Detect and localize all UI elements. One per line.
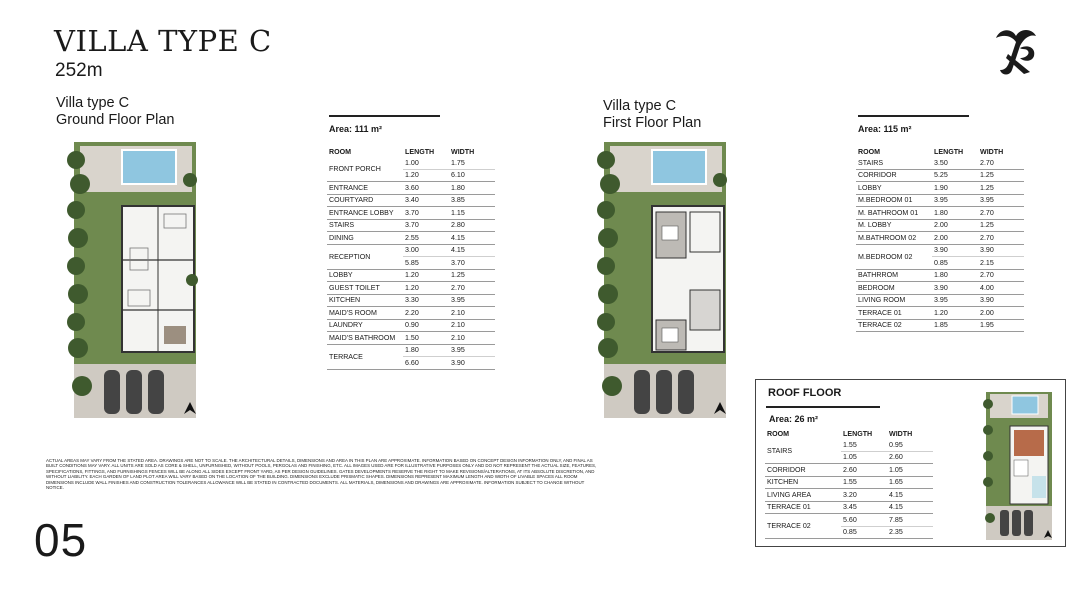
room-width: 0.95 [887,439,933,451]
room-name: RECEPTION [327,244,403,269]
room-name: DINING [327,232,403,245]
room-name: LIVING ROOM [856,294,932,307]
ground-floor-plan-image [66,140,200,420]
room-name: GUEST TOILET [327,282,403,295]
room-name: CORRIDOR [856,169,932,182]
room-width: 2.80 [449,219,495,232]
room-name: TERRACE 02 [765,514,841,539]
room-length: 1.05 [841,451,887,464]
total-area: 252m [55,60,103,81]
room-width: 1.25 [978,182,1024,195]
page-number: 05 [34,514,88,566]
room-width: 2.10 [449,307,495,320]
room-name: STAIRS [765,439,841,464]
room-name: KITCHEN [327,294,403,307]
room-width: 2.60 [887,451,933,464]
room-length: 1.85 [932,319,978,332]
room-width: 2.15 [978,257,1024,270]
room-name: TERRACE 02 [856,319,932,332]
room-name: ENTRANCE [327,182,403,195]
room-width: 2.70 [978,269,1024,282]
room-length: 3.70 [403,207,449,220]
first-floor-title-line2: First Floor Plan [603,115,702,131]
roof-floor-table [765,428,933,539]
room-length: 0.85 [932,257,978,270]
room-length: 1.80 [932,207,978,220]
room-name: M.BEDROOM 02 [856,244,932,269]
ground-floor-title [56,95,174,129]
room-width: 1.25 [978,219,1024,232]
room-name: M.BATHROOM 02 [856,232,932,245]
room-width: 3.95 [978,194,1024,207]
ground-floor-area: Area: 111 m² [329,124,383,134]
room-length: 1.90 [932,182,978,195]
first-floor-rule [858,115,969,117]
room-length: 3.60 [403,182,449,195]
room-name: M. BATHROOM 01 [856,207,932,220]
room-name: M.BEDROOM 01 [856,194,932,207]
column-header: WIDTH [451,147,475,156]
room-name: FRONT PORCH [327,157,403,182]
room-width: 3.90 [978,244,1024,257]
room-length: 1.80 [403,344,449,357]
room-name: M. LOBBY [856,219,932,232]
room-width: 6.10 [449,169,495,182]
ground-floor-rule [329,115,440,117]
first-floor-title [603,98,701,132]
room-width: 1.80 [449,182,495,195]
first-floor-title-line1: Villa type C [603,98,677,114]
room-width: 1.15 [449,207,495,220]
room-width: 2.10 [449,319,495,332]
ground-floor-title-line2: Ground Floor Plan [56,112,175,128]
room-length: 6.60 [403,357,449,370]
room-length: 0.90 [403,319,449,332]
room-width: 3.95 [449,344,495,357]
room-width: 3.90 [978,294,1024,307]
room-name: KITCHEN [765,476,841,489]
room-length: 2.20 [403,307,449,320]
room-width: 2.70 [978,157,1024,169]
column-header: LENGTH [934,147,964,156]
room-name: STAIRS [856,157,932,169]
room-length: 2.00 [932,219,978,232]
room-width: 3.70 [449,257,495,270]
room-name: CORRIDOR [765,464,841,477]
room-length: 2.55 [403,232,449,245]
room-name: MAID'S BATHROOM [327,332,403,345]
room-length: 1.55 [841,476,887,489]
column-header: LENGTH [405,147,435,156]
room-name: LOBBY [327,269,403,282]
room-width: 2.10 [449,332,495,345]
room-width: 3.90 [449,357,495,370]
room-name: TERRACE 01 [856,307,932,320]
room-width: 2.00 [978,307,1024,320]
room-length: 1.50 [403,332,449,345]
room-length: 1.80 [932,269,978,282]
column-header: ROOM [858,147,881,156]
room-length: 3.90 [932,282,978,295]
room-width: 3.95 [449,294,495,307]
room-name: LIVING AREA [765,489,841,502]
column-header: ROOM [329,147,352,156]
room-width: 1.95 [978,319,1024,332]
room-length: 3.70 [403,219,449,232]
room-length: 3.90 [932,244,978,257]
room-name: TERRACE [327,344,403,369]
room-length: 2.60 [841,464,887,477]
room-length: 0.85 [841,526,887,539]
room-name: ENTRANCE LOBBY [327,207,403,220]
room-width: 1.25 [449,269,495,282]
room-length: 1.00 [403,157,449,169]
room-length: 3.95 [932,294,978,307]
page-title: VILLA TYPE C [54,24,272,58]
room-width: 3.85 [449,194,495,207]
room-length: 2.00 [932,232,978,245]
room-width: 1.65 [887,476,933,489]
room-length: 1.20 [403,269,449,282]
first-floor-area: Area: 115 m² [858,124,912,134]
room-width: 2.70 [449,282,495,295]
first-floor-plan-image [596,140,730,420]
room-length: 5.25 [932,169,978,182]
room-name: COURTYARD [327,194,403,207]
column-header: LENGTH [843,429,873,438]
room-name: LAUNDRY [327,319,403,332]
roof-floor-title: ROOF FLOOR [768,387,842,399]
room-width: 2.70 [978,232,1024,245]
room-length: 5.60 [841,514,887,527]
room-name: LOBBY [856,182,932,195]
room-width: 4.15 [887,501,933,514]
ground-floor-table [327,146,495,370]
room-width: 1.05 [887,464,933,477]
room-width: 4.15 [449,244,495,257]
room-width: 4.15 [449,232,495,245]
room-length: 1.55 [841,439,887,451]
room-width: 2.35 [887,526,933,539]
room-name: BATHRROM [856,269,932,282]
room-length: 3.20 [841,489,887,502]
room-length: 1.20 [932,307,978,320]
room-name: MAID'S ROOM [327,307,403,320]
column-header: WIDTH [889,429,913,438]
roof-floor-area: Area: 26 m² [769,414,819,424]
room-name: BEDROOM [856,282,932,295]
room-length: 3.95 [932,194,978,207]
room-width: 1.75 [449,157,495,169]
room-length: 3.40 [403,194,449,207]
room-name: STAIRS [327,219,403,232]
room-width: 2.70 [978,207,1024,220]
disclaimer-text: ACTUAL AREAS MAY VARY FROM THE STATED AREA. DRAWINGS ARE NOT TO SCALE. THE ARCHITECTURAL DETAILS, DIMENSIONS AND AREA IN THIS PLAN ARE APPROXIMATE. INFORMATION BASED ON CONCEPT DESIGN INFORMATION ONLY, AND FINAL AS BUILT CONDITIONS MAY VARY. ALL UNITS ARE SOLD AS CORE & SHELL, UNFURNISHED, WITHOUT POOLS, PERGOLAS AND FINISHING, ETC. ALL IMAGES USED ARE FOR ILLUSTRATIVE PURPOSES ONLY AND DO NOT REPRESENT THE ACTUAL SIZE, FEATURES, SPECIFICATIONS, FITTINGS, AND FURNISHINGS FENCES WILL BE ALONG ALL SIDES EXCEPT FRONT YARD, AS PER DESIGN GUIDELINES. GATES DEVELOPMENTS RESERVE THE RIGHT TO MAKE REVISIONS/ALTERATIONS, AT ITS ABSOLUTE DISCRETION, AND WITHOUT LIABILITY. EACH GARDEN OF LAND PLOT AREA WILL VARY BASED ON THE LOCATION OF THE BUILDING. DIMENSIONS EXCLUDE PRISMATIC SHAPES. DIMENSIONS REPRESENT MAXIMUM LENGTH AND WIDTH OF LIVABLE SPACES ALL ROOM DIMENSIONS INCLUDE WALL FINISHES AND CONSTRUCTION TOLERANCES ALLOWANCE WILL BE STATED IN CONTRACTED DOCUMENTS. ALL MATERIALS, DIMENSIONS AND DRAWINGS ARE APPROXIMATE. INFORMATION SUBJECT TO CHANGE WITHOUT NOTICE. [46,458,597,491]
first-floor-table [856,146,1024,332]
column-header: WIDTH [980,147,1004,156]
room-name: TERRACE 01 [765,501,841,514]
room-length: 1.20 [403,282,449,295]
column-header: ROOM [767,429,790,438]
room-length: 1.20 [403,169,449,182]
room-length: 5.85 [403,257,449,270]
room-width: 4.15 [887,489,933,502]
room-length: 3.30 [403,294,449,307]
room-length: 3.45 [841,501,887,514]
roof-floor-plan-image [982,390,1054,542]
ground-floor-title-line1: Villa type C [56,95,130,111]
roof-floor-rule [766,406,880,408]
room-length: 3.00 [403,244,449,257]
brand-logo [990,24,1042,78]
room-width: 7.85 [887,514,933,527]
room-length: 3.50 [932,157,978,169]
room-width: 1.25 [978,169,1024,182]
room-width: 4.00 [978,282,1024,295]
